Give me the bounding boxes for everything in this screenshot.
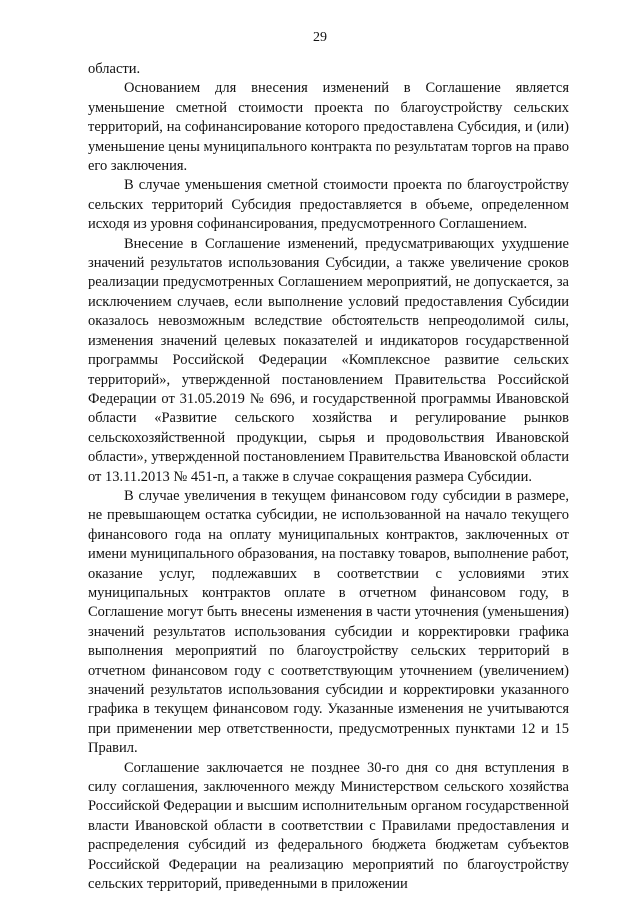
paragraph-subsidy-increase: В случае увеличения в текущем финансовом году субсидии в размере, не превышающем остатка субсидии, не использованной на начало текущего финансового года на оплату муниципальных контрактов, заключенных от имени муниципального образования, на поставку товаров, выполнение работ, оказание услуг, подлежавших в соответствии с условиями этих муниципальных контрактов оплате в отчетном финансовом году, в Соглашение могут быть внесены изменения в части уточнения (уменьшения) значений результатов использования субсидии и корректировки графика выполнения мероприятий по благоустройству сельских территорий в отчетном финансовом году с соответствующим уточнением (увеличением) значений результатов использования субсидии и корректировки указанного графика в текущем финансовом году. Указанные изменения не учитываются при применении мер ответственности, предусмотренных пунктами 12 и 15 Правил. (88, 487, 569, 757)
paragraph-changes-restrictions: Внесение в Соглашение изменений, предусматривающих ухудшение значений результатов использования Субсидии, а также увеличение сроков реализации предусмотренных Соглашением мероприятий, не допускается, за исключением случаев, если выполнение условий предоставления Субсидии оказалось невозможным вследствие обстоятельств непреодолимой силы, изменения значений целевых показателей и индикаторов государственной программы Российской Федерации «Комплексное развитие сельских территорий», утвержденной постановлением Правительства Российской Федерации от 31.05.2019 № 696, и государственной программы Ивановской области «Развитие сельского хозяйства и регулирование рынков сельскохозяйственной продукции, сырья и продовольствия Ивановской области», утвержденной постановлением Правительства Ивановской области от 13.11.2013 № 451-п, а также в случае сокращения размера Субсидии. (88, 235, 569, 485)
paragraph-cost-reduction: В случае уменьшения сметной стоимости проекта по благоустройству сельских территорий Субсидия предоставляется в объеме, определенном исходя из уровня софинансирования, предусмотренного Соглашением. (88, 177, 569, 233)
paragraph-continuation: области. (88, 61, 141, 77)
page-number: 29 (313, 30, 327, 45)
body-text (88, 60, 569, 894)
paragraph-basis-for-changes: Основанием для внесения изменений в Соглашение является уменьшение сметной стоимости проекта по благоустройству сельских территорий, на софинансирование которого предоставлена Субсидия, и (или) уменьшение цены муниципального контракта по результатам торгов на право его заключения. (88, 80, 569, 175)
paragraph-agreement-deadline: Соглашение заключается не позднее 30-го дня со дня вступления в силу соглашения, заключенного между Министерством сельского хозяйства Российской Федерации и высшим исполнительным органом государственной власти Ивановской области в соответствии с Правилами предоставления и распределения субсидий из федерального бюджета бюджетам субъектов Российской Федерации на реализацию мероприятий по благоустройству сельских территорий, приведенными в приложении (88, 759, 569, 893)
